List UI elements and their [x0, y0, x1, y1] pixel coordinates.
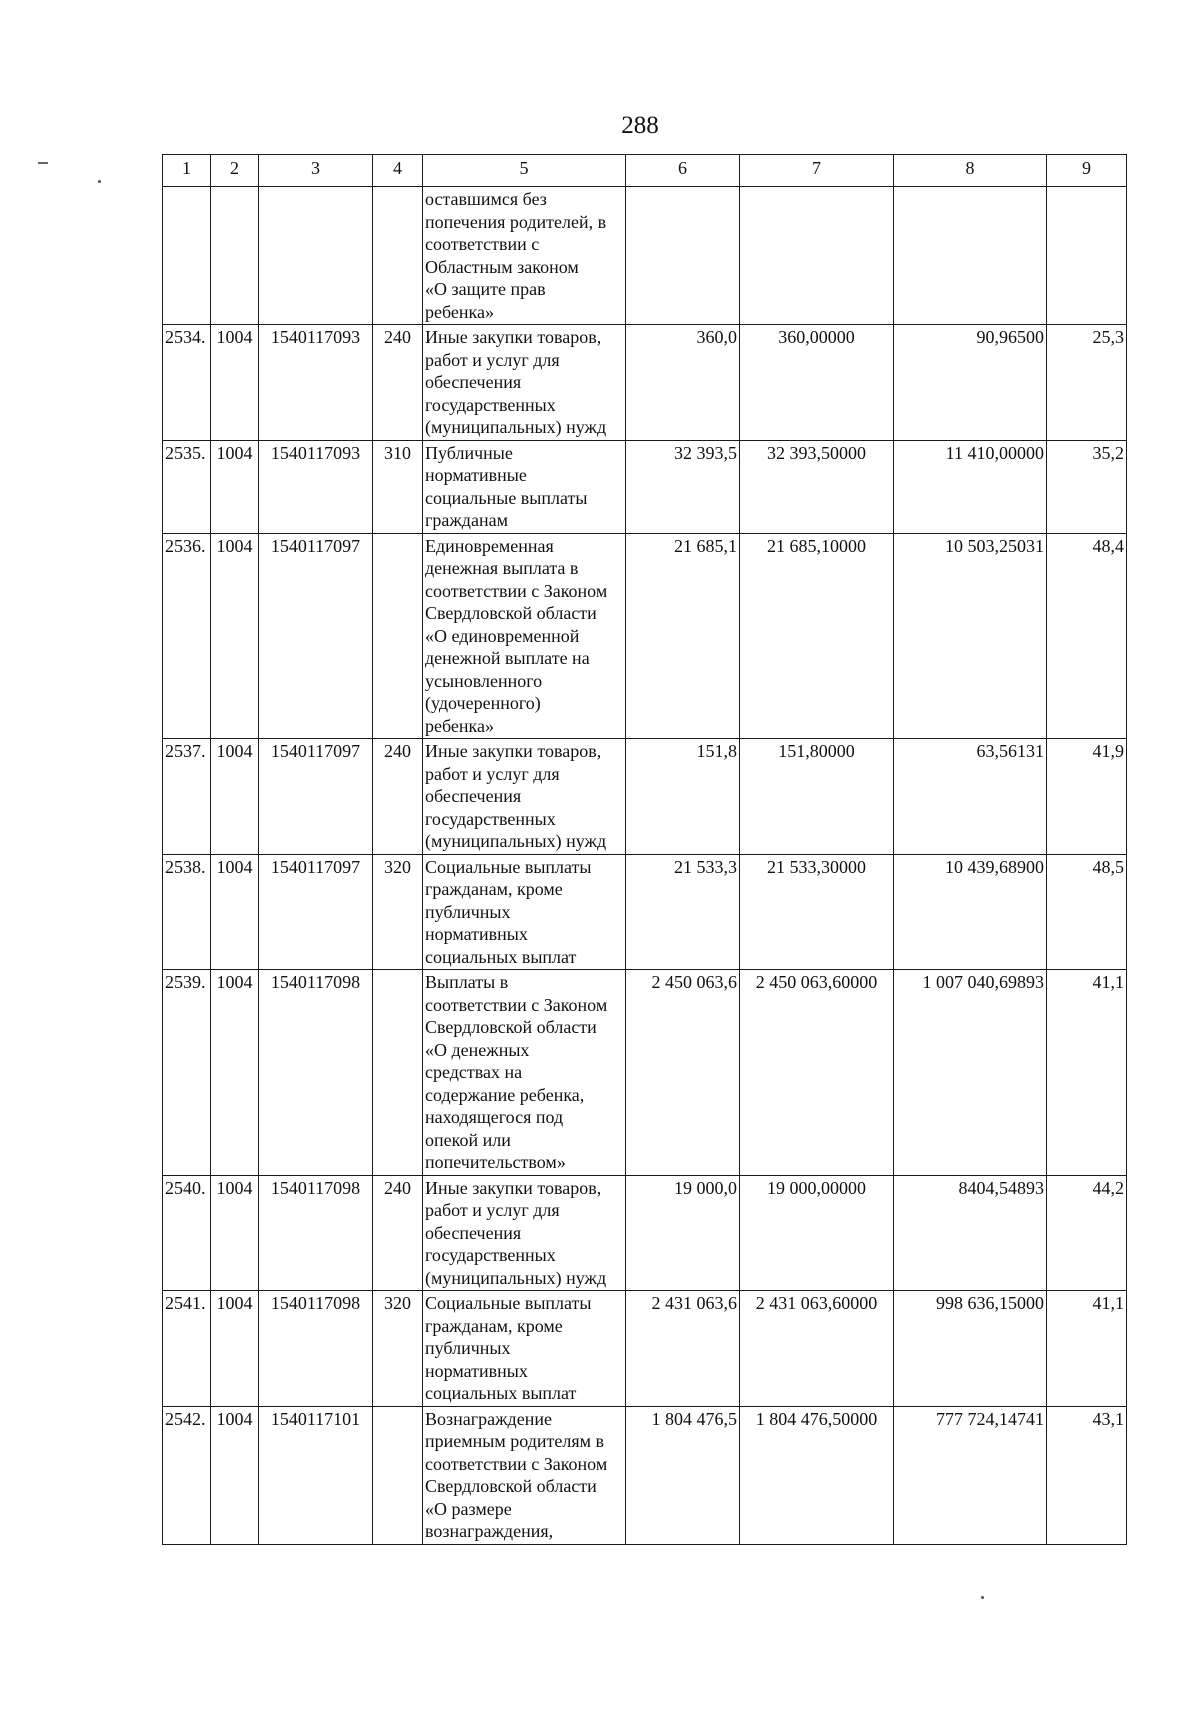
- value-col6: 19 000,0: [626, 1175, 740, 1291]
- value-col7: 2 450 063,60000: [740, 970, 894, 1176]
- table-row: [163, 1175, 1127, 1291]
- row-description: Иные закупки товаров, работ и услуг для обеспечения государственных (муниципальных) нужд: [423, 325, 626, 441]
- value-col8: 90,96500: [894, 325, 1047, 441]
- value-col9: 35,2: [1047, 440, 1127, 533]
- row-number: 2542.: [163, 1406, 211, 1544]
- row-description: Социальные выплаты гражданам, кроме публичных нормативных социальных выплат: [423, 1291, 626, 1407]
- value-col9: 41,1: [1047, 1291, 1127, 1407]
- column-header: 9: [1047, 155, 1127, 187]
- table-row: [163, 739, 1127, 855]
- value-col9: [1047, 187, 1127, 325]
- value-col7: 360,00000: [740, 325, 894, 441]
- row-number: 2535.: [163, 440, 211, 533]
- value-col9: 48,5: [1047, 854, 1127, 970]
- section-code: [211, 187, 259, 325]
- target-article-code: 1540117093: [259, 440, 373, 533]
- row-description: оставшимся без попечения родителей, в соответствии с Областным законом «О защите прав ребенка»: [423, 187, 626, 325]
- expense-type-code: [373, 187, 423, 325]
- table-row: [163, 854, 1127, 970]
- row-description: Публичные нормативные социальные выплаты гражданам: [423, 440, 626, 533]
- section-code: 1004: [211, 440, 259, 533]
- row-description: Вознаграждение приемным родителям в соответствии с Законом Свердловской области «О размере вознаграждения,: [423, 1406, 626, 1544]
- expense-type-code: 320: [373, 1291, 423, 1407]
- expense-type-code: 240: [373, 739, 423, 855]
- value-col7: [740, 187, 894, 325]
- column-header: 5: [423, 155, 626, 187]
- section-code: 1004: [211, 739, 259, 855]
- value-col7: 1 804 476,50000: [740, 1406, 894, 1544]
- section-code: 1004: [211, 533, 259, 739]
- row-description: Выплаты в соответствии с Законом Свердловской области «О денежных средствах на содержание ребенка, находящегося под опекой или попечительством»: [423, 970, 626, 1176]
- expense-type-code: 240: [373, 325, 423, 441]
- value-col9: 43,1: [1047, 1406, 1127, 1544]
- column-header: 2: [211, 155, 259, 187]
- column-header: 1: [163, 155, 211, 187]
- value-col6: 151,8: [626, 739, 740, 855]
- value-col9: 48,4: [1047, 533, 1127, 739]
- value-col7: 2 431 063,60000: [740, 1291, 894, 1407]
- column-header: 7: [740, 155, 894, 187]
- section-code: 1004: [211, 1406, 259, 1544]
- target-article-code: 1540117098: [259, 970, 373, 1176]
- value-col8: 777 724,14741: [894, 1406, 1047, 1544]
- value-col8: 8404,54893: [894, 1175, 1047, 1291]
- target-article-code: 1540117098: [259, 1175, 373, 1291]
- row-description: Социальные выплаты гражданам, кроме публичных нормативных социальных выплат: [423, 854, 626, 970]
- value-col7: 19 000,00000: [740, 1175, 894, 1291]
- column-header: 4: [373, 155, 423, 187]
- row-number: 2537.: [163, 739, 211, 855]
- section-code: 1004: [211, 1291, 259, 1407]
- value-col8: 1 007 040,69893: [894, 970, 1047, 1176]
- row-number: [163, 187, 211, 325]
- value-col8: 11 410,00000: [894, 440, 1047, 533]
- value-col6: 2 431 063,6: [626, 1291, 740, 1407]
- table-row: [163, 325, 1127, 441]
- expense-type-code: 320: [373, 854, 423, 970]
- row-number: 2534.: [163, 325, 211, 441]
- row-number: 2540.: [163, 1175, 211, 1291]
- section-code: 1004: [211, 325, 259, 441]
- page-number: 288: [621, 112, 659, 139]
- value-col9: 41,1: [1047, 970, 1127, 1176]
- target-article-code: 1540117097: [259, 854, 373, 970]
- value-col7: 32 393,50000: [740, 440, 894, 533]
- column-header: 8: [894, 155, 1047, 187]
- value-col8: 10 439,68900: [894, 854, 1047, 970]
- scan-mark: [98, 180, 101, 183]
- target-article-code: 1540117097: [259, 739, 373, 855]
- value-col6: 2 450 063,6: [626, 970, 740, 1176]
- value-col6: 32 393,5: [626, 440, 740, 533]
- section-code: 1004: [211, 854, 259, 970]
- scan-mark: [981, 1596, 984, 1599]
- target-article-code: 1540117101: [259, 1406, 373, 1544]
- target-article-code: 1540117093: [259, 325, 373, 441]
- value-col9: 25,3: [1047, 325, 1127, 441]
- table-row: [163, 1406, 1127, 1544]
- table-row: [163, 440, 1127, 533]
- expense-type-code: [373, 1406, 423, 1544]
- row-description: Иные закупки товаров, работ и услуг для обеспечения государственных (муниципальных) нужд: [423, 739, 626, 855]
- value-col7: 21 533,30000: [740, 854, 894, 970]
- target-article-code: 1540117098: [259, 1291, 373, 1407]
- value-col8: 998 636,15000: [894, 1291, 1047, 1407]
- value-col6: 360,0: [626, 325, 740, 441]
- value-col6: 1 804 476,5: [626, 1406, 740, 1544]
- value-col6: 21 533,3: [626, 854, 740, 970]
- value-col8: 63,56131: [894, 739, 1047, 855]
- value-col7: 21 685,10000: [740, 533, 894, 739]
- value-col8: [894, 187, 1047, 325]
- table-row: [163, 1291, 1127, 1407]
- row-description: Иные закупки товаров, работ и услуг для обеспечения государственных (муниципальных) нужд: [423, 1175, 626, 1291]
- section-code: 1004: [211, 970, 259, 1176]
- value-col6: [626, 187, 740, 325]
- value-col9: 44,2: [1047, 1175, 1127, 1291]
- target-article-code: 1540117097: [259, 533, 373, 739]
- column-header: 3: [259, 155, 373, 187]
- row-number: 2536.: [163, 533, 211, 739]
- row-number: 2538.: [163, 854, 211, 970]
- budget-table: [162, 154, 1127, 1545]
- row-number: 2541.: [163, 1291, 211, 1407]
- value-col6: 21 685,1: [626, 533, 740, 739]
- scan-mark: [38, 162, 48, 164]
- table-row: [163, 970, 1127, 1176]
- row-description: Единовременная денежная выплата в соответствии с Законом Свердловской области «О единовременной денежной выплате на усыновленного (удочеренного) ребенка»: [423, 533, 626, 739]
- header-row: [163, 155, 1127, 187]
- value-col8: 10 503,25031: [894, 533, 1047, 739]
- section-code: 1004: [211, 1175, 259, 1291]
- table-row: [163, 187, 1127, 325]
- row-number: 2539.: [163, 970, 211, 1176]
- expense-type-code: 310: [373, 440, 423, 533]
- target-article-code: [259, 187, 373, 325]
- value-col7: 151,80000: [740, 739, 894, 855]
- value-col9: 41,9: [1047, 739, 1127, 855]
- table-row: [163, 533, 1127, 739]
- expense-type-code: 240: [373, 1175, 423, 1291]
- expense-type-code: [373, 533, 423, 739]
- expense-type-code: [373, 970, 423, 1176]
- column-header: 6: [626, 155, 740, 187]
